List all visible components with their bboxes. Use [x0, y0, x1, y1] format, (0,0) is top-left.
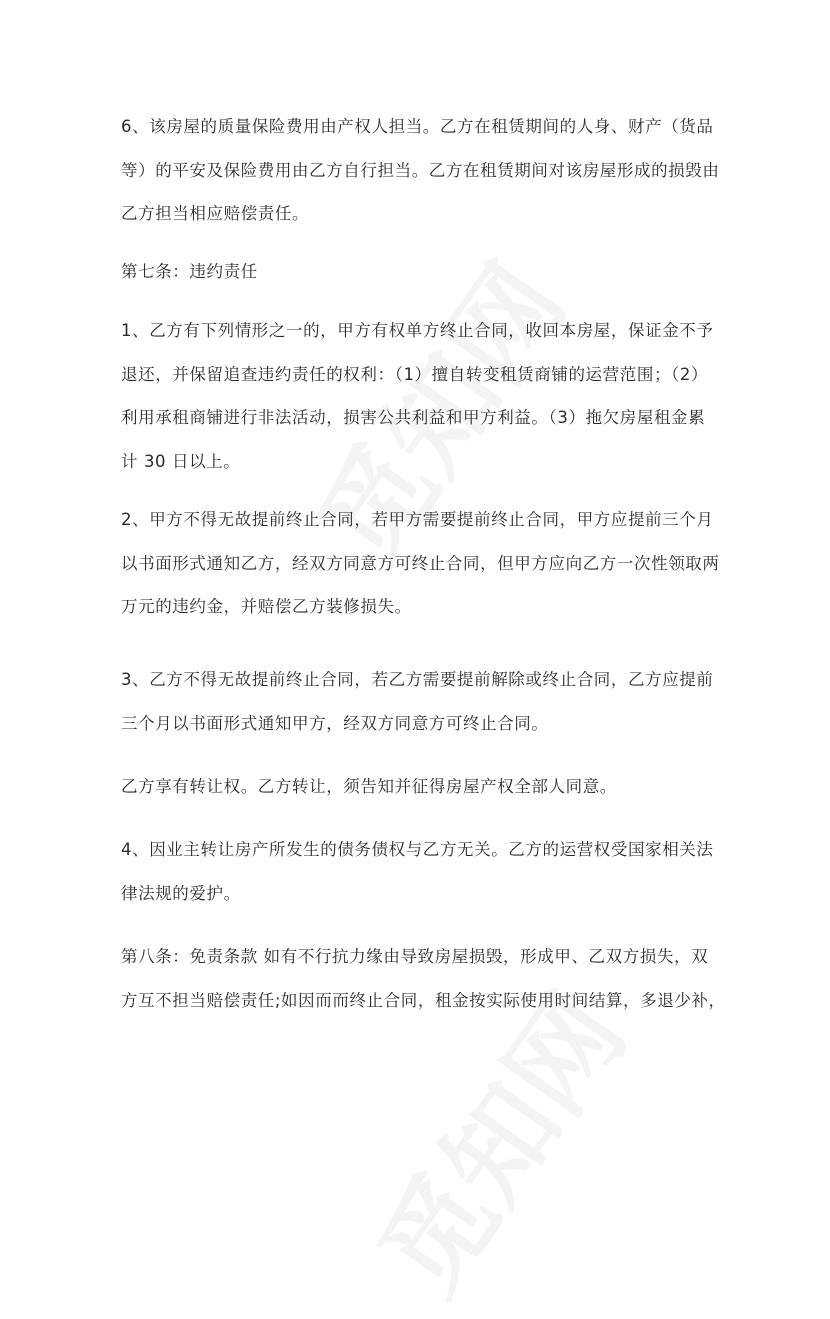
text-line: 计 30 日以上。	[121, 451, 241, 471]
text-line: 3、乙方不得无故提前终止合同，若乙方需要提前解除或终止合同，乙方应提前	[121, 670, 714, 689]
text-line: 第七条：违约责任	[121, 262, 258, 281]
text-line: 利用承租商铺进行非法活动，损害公共利益和甲方利益。（3）拖欠房屋租金累	[121, 408, 706, 427]
text-line: 4、因业主转让房产所发生的债务债权与乙方无关。乙方的运营权受国家相关法	[121, 840, 714, 859]
text-line: 乙方担当相应赔偿责任。	[121, 204, 310, 223]
text-line: 方互不担当赔偿责任;如因而而终止合同，租金按实际使用时间结算，多退少补，	[121, 990, 726, 1010]
paragraph-article-8	[121, 935, 751, 1022]
text-line: 乙方享有转让权。乙方转让，须告知并征得房屋产权全部人同意。	[121, 777, 617, 796]
text-line: 退还，并保留追查违约责任的权利：（1）擅自转变租赁商铺的运营范围；（2）	[121, 364, 709, 384]
text-line: 三个月以书面形式通知甲方，经双方同意方可终止合同。	[121, 713, 549, 733]
paragraph-transfer-right	[121, 765, 751, 809]
text-line: 1、乙方有下列情形之一的，甲方有权单方终止合同，收回本房屋，保证金不予	[121, 321, 714, 340]
paragraph-breach-3	[121, 658, 751, 745]
text-line: 万元的违约金，并赔偿乙方装修损失。	[121, 597, 412, 616]
paragraph-clause-6	[121, 105, 751, 236]
text-line: 等）的平安及保险费用由乙方自行担当。乙方在租赁期间对该房屋形成的损毁由	[121, 160, 720, 180]
text-line: 以书面形式通知乙方，经双方同意方可终止合同，但甲方应向乙方一次性领取两	[121, 553, 720, 573]
paragraph-breach-1	[121, 309, 751, 483]
text-line: 第八条：免责条款 如有不行抗力缘由导致房屋损毁，形成甲、乙双方损失，双	[121, 947, 709, 966]
text-line: 2、甲方不得无故提前终止合同，若甲方需要提前终止合同，甲方应提前三个月	[121, 510, 714, 529]
text-line: 6、该房屋的质量保险费用由产权人担当。乙方在租赁期间的人身、财产（货品	[121, 117, 714, 136]
paragraph-breach-4	[121, 828, 751, 915]
paragraph-breach-2	[121, 498, 751, 629]
text-line: 律法规的爱护。	[121, 883, 241, 903]
section-heading-article-7	[121, 250, 751, 294]
